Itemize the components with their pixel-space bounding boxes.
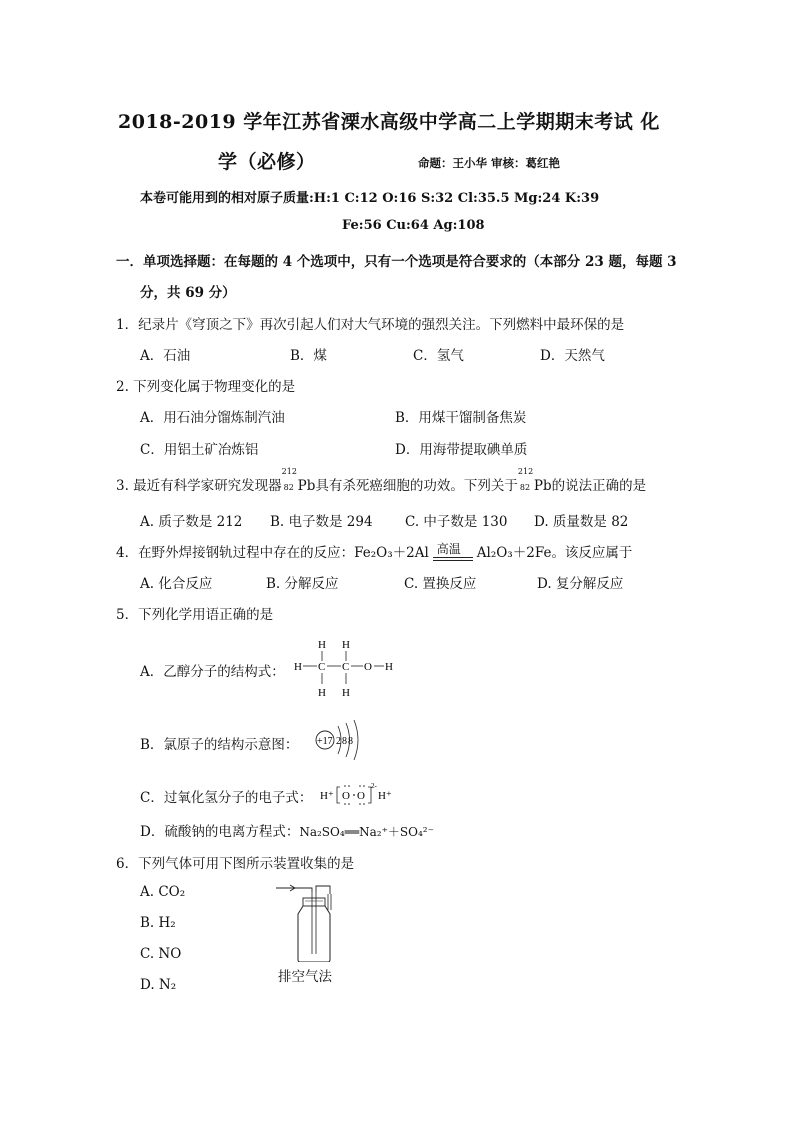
q4-option-b: B. 分解反应 [266,576,339,592]
nuclide-atomic-number: 82 [283,483,294,492]
q3-nuclide-2 [517,467,534,492]
q3-option-d: D. 质量数是 82 [534,514,629,530]
section-header: 一．单项选择题：在每题的 4 个选项中，只有一个选项是符合要求的（本部分 23 题，每题 3 [116,254,677,270]
reaction-equals-bar-bottom [433,560,473,561]
question-1-stem: 1．纪录片《穹顶之下》再次引起人们对大气环境的强烈关注。下列燃料中最环保的是 [116,317,625,333]
bottle-body [298,906,330,962]
q6-option-a: A. CO₂ [140,884,186,900]
q2-option-a: A．用石油分馏炼制汽油 [140,410,285,426]
ethanol-structure [288,634,408,704]
q5-option-d-label: D．硫酸钠的电离方程式： [140,824,300,840]
ethanol-h-top-1: H [318,639,326,651]
electron-dot [359,803,361,805]
sodium-sulfate-ionization-equation: Na₂SO₄══Na₂⁺＋SO₄²⁻ [299,825,434,839]
electron-dot [359,785,361,787]
q4-option-c: C. 置换反应 [404,576,477,592]
h2o2-electron-formula [318,780,408,808]
electron-dot [348,785,350,787]
q6-option-b: B. H₂ [140,915,176,931]
question-5-stem: 5．下列化学用语正确的是 [116,607,274,623]
q3-stem-mid: 具有杀死癌细胞的功效。下列关于 [315,478,518,494]
reaction-arrow [429,542,477,559]
ethanol-h-bottom-1: H [318,687,326,699]
q4-option-d: D. 复分解反应 [537,576,624,592]
q5-option-d [140,820,434,840]
bracket-left [337,787,340,803]
electron-dot [344,803,346,805]
atomic-masses-line-1: 本卷可能用到的相对原子质量:H:1 C:12 O:16 S:32 Cl:35.5 Mg:24 K:39 [140,191,600,206]
nuclide-atomic-number: 82 [519,483,531,492]
gas-collection-bottle [270,882,350,962]
oxygen-1: O [342,790,350,802]
q4-products: Al₂O₃＋2Fe [476,545,552,561]
q3-option-c: C. 中子数是 130 [405,514,508,530]
q4-option-a: A. 化合反应 [140,576,213,592]
page-title: 2018-2019 学年江苏省溧水高级中学高二上学期期末考试 化 [118,111,660,133]
ethanol-h-bottom-2: H [342,687,350,699]
q4-reactants: Fe₂O₃＋2Al [354,545,429,561]
ethanol-c-2: C [342,661,350,673]
q5-option-a: A．乙醇分子的结构式： [140,664,285,680]
q1-option-a: A．石油 [140,348,191,364]
ethanol-h-top-2: H [342,639,350,651]
q6-option-d: D. N₂ [140,977,177,993]
oxygen-2: O [357,790,365,802]
q2-option-d: D．用海带提取碘单质 [395,442,528,458]
stopper [303,898,325,906]
q2-option-b: B．用煤干馏制备焦炭 [395,410,527,426]
electron-dot [363,785,365,787]
q2-option-c: C．用铝土矿冶炼铝 [140,442,259,458]
nuclide-symbol: Pb [533,478,552,494]
q3-nuclide-1 [281,467,298,492]
ethanol-h-right: H [385,661,393,673]
question-2-stem: 2. 下列变化属于物理变化的是 [116,379,296,395]
h-plus-right: H⁺ [378,790,392,802]
q3-option-b: B. 电子数是 294 [270,514,373,530]
ethanol-c-1: C [318,661,326,673]
electron-shell-counts: 288 [336,736,354,747]
ethanol-h-left: H [294,661,302,673]
q5-option-b: B．氯原子的结构示意图： [140,737,299,753]
page-title-continued: 学（必修） [218,151,316,173]
section-header-continued: 分，共 69 分） [140,285,236,301]
shared-electron-dot [353,794,355,796]
q5-option-c: C．过氧化氢分子的电子式： [140,790,313,806]
electron-dot [363,803,365,805]
author-line: 命题：王小华 审核：葛红艳 [418,156,561,170]
glass-tubes-top [295,886,330,894]
q6-option-c: C. NO [140,946,182,962]
question-3-stem [116,467,647,494]
reaction-equals-bar-top [433,557,473,558]
electron-shell-arc [354,720,358,760]
apparatus-caption: 排空气法 [278,969,332,985]
q4-stem-post: 。该反应属于 [551,545,633,561]
question-6-stem: 6．下列气体可用下图所示装置收集的是 [116,856,355,872]
chlorine-atom-diagram [312,718,372,762]
q4-stem-pre: 4．在野外焊接钢轨过程中存在的反应： [116,545,355,561]
q3-option-a: A. 质子数是 212 [140,514,243,530]
ethanol-o: O [364,661,372,673]
nuclide-mass-number: 212 [281,467,297,476]
electron-dot [348,803,350,805]
ion-charge: 2- [371,782,377,790]
q1-option-c: C．氢气 [413,348,464,364]
q3-stem-pre: 3. 最近有科学家研究发现器 [116,478,282,494]
nucleus-charge: +17 [317,736,333,747]
q1-option-b: B．煤 [290,348,327,364]
q3-stem-post: 的说法正确的是 [551,478,647,494]
q1-option-d: D．天然气 [540,348,605,364]
electron-dot [344,785,346,787]
nuclide-symbol: Pb [297,478,316,494]
atomic-masses-line-2: Fe:56 Cu:64 Ag:108 [342,218,485,233]
reaction-condition: 高温 [436,542,461,556]
question-4-stem [116,541,632,561]
nuclide-mass-number: 212 [517,467,534,476]
h-plus-left: H⁺ [320,790,334,802]
